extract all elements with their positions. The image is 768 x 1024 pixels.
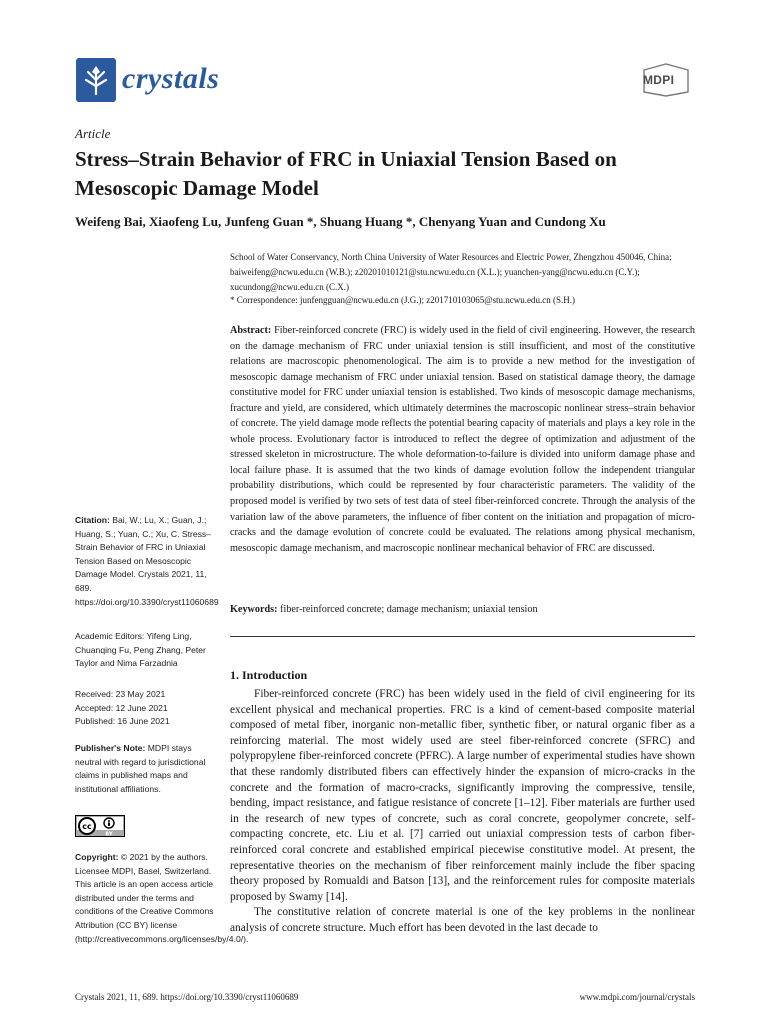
citation-block [75, 514, 219, 609]
academic-editors: Academic Editors: Yifeng Ling, Chuanqing Fu, Peng Zhang, Peter Taylor and Nima Farzadnia [75, 631, 206, 669]
published-date: Published: 16 June 2021 [75, 716, 170, 727]
copyright-block [75, 851, 249, 946]
section-heading: 1. Introduction [230, 668, 308, 682]
dates-block [75, 688, 215, 729]
received-date: Received: 23 May 2021 [75, 689, 166, 699]
citation-label: Citation: [75, 515, 110, 525]
keywords-text: fiber-reinforced concrete; damage mechanism; uniaxial tension [280, 604, 538, 615]
svg-text:cc: cc [82, 822, 92, 831]
copyright-label: Copyright: [75, 852, 119, 862]
abstract [230, 323, 695, 556]
author-list: Weifeng Bai, Xiaofeng Lu, Junfeng Guan *, Shuang Huang *, Chenyang Yuan and Cundong Xu [75, 214, 606, 229]
cc-badge-text: BY [105, 831, 113, 837]
paragraph: The constitutive relation of concrete material is one of the key problems in the nonlinear analysis of concrete structure. Much effort has been devoted in the last decade to [230, 906, 695, 934]
crystals-logo-icon [76, 58, 116, 102]
correspondence: * Correspondence: junfengguan@ncwu.edu.cn (J.G.); z201710103065@stu.ncwu.edu.cn (S.H.) [230, 295, 576, 305]
article-type: Article [75, 126, 111, 141]
keywords [230, 604, 695, 615]
abstract-label: Abstract: [230, 325, 272, 336]
publisher-note-text: MDPI stays neutral with regard to jurisdictional claims in published maps and institutional affiliations. [75, 743, 206, 794]
footer-citation[interactable]: Crystals 2021, 11, 689. https://doi.org/10.3390/cryst11060689 [75, 992, 299, 1002]
cc-by-license-icon[interactable] [75, 815, 125, 837]
journal-name: crystals [122, 62, 220, 95]
keywords-label: Keywords: [230, 604, 278, 615]
divider [230, 636, 695, 637]
article-title: Stress–Strain Behavior of FRC in Uniaxial Tension Based on Mesoscopic Damage Model [75, 147, 617, 200]
footer-journal-url[interactable]: www.mdpi.com/journal/crystals [579, 992, 695, 1002]
publisher-note-label: Publisher's Note: [75, 743, 146, 753]
body-text [230, 687, 695, 937]
abstract-text: Fiber-reinforced concrete (FRC) is widely used in the field of civil engineering. However, the research on the damage mechanism of FRC under uniaxial tension is still insufficient, and most of the constitutive relations are macroscopic phenomenological. The aim is to provide a new method for the investigation of mesoscopic damage mechanism of FRC under uniaxial tension. Based on statistical damage theory, the damage constitutive model for FRC under uniaxial tension is established. Two kinds of mesoscopic damage mechanisms, fracture and yield, are considered, which ultimately determines the macroscopic nonlinear stress–strain behavior of concrete. The yield damage mode reflects the potential bearing capacity of materials and plays a key role in the whole process. Evolutionary factor is introduced to reflect the degree of optimization and adjustment of the stressed skeleton in microstructure. The whole deformation-to-failure is divided into uniform damage phase and local failure phase. It is assumed that the two kinds of damage evolution follow the independent triangular probability distributions, which could be represented by four characteristic parameters. The validity of the proposed model is verified by two sets of test data of steel fiber-reinforced concrete. Through the analysis of the variation law of the above parameters, the influence of fiber content on the initiation and propagation of micro-cracks and the damage evolution of concrete could be evaluated. The relations among physical mechanism, mesoscopic damage mechanism, and macroscopic nonlinear mechanical behavior of FRC are discussed. [230, 325, 696, 554]
publisher-name: MDPI [643, 73, 675, 87]
accepted-date: Accepted: 12 June 2021 [75, 702, 168, 713]
citation-text[interactable]: Bai, W.; Lu, X.; Guan, J.; Huang, S.; Yuan, C.; Xu, C. Stress–Strain Behavior of FRC in Uniaxial Tension Based on Mesoscopic Damage Model. Crystals 2021, 11, 689. https://doi.org/10.3390/cryst11060689 [75, 515, 219, 607]
copyright-text: © 2021 by the authors. Licensee MDPI, Basel, Switzerland. This article is an open access article distributed under the terms and conditions of the Creative Commons Attribution (CC BY) license (http://creativecommons.org/licenses/by/4.0/). [75, 852, 249, 944]
publisher-note [75, 742, 215, 796]
affiliation: School of Water Conservancy, North China University of Water Resources and Electric Power, Zhengzhou 450046, China; baiweifeng@ncwu.edu.cn (W.B.); z20201010121@stu.ncwu.edu.cn (X.L.); yuanchen-yang@ncwu.edu.cn (C.Y.); xucundong@ncwu.edu.cn (C.X.) [230, 252, 672, 292]
paragraph: Fiber-reinforced concrete (FRC) has been widely used in the field of civil engineering for its excellent physical and mechanical properties. FRC is a kind of cement-based composite material composed of metal fiber, inorganic non-metallic fiber, synthetic fiber, or natural organic fiber as a reinforcing material. The most widely used are steel fiber-reinforced concrete (SFRC) and polypropylene fiber-reinforced concrete (PFRC). A large number of experimental studies have shown that these randomly distributed fibers can effectively hinder the expansion of micro-cracks in the concrete and the formation of macro-cracks, significantly improving the compressive, tensile, bending, impact resistance, and fatigue resistance of concrete [1–12]. Fiber materials are further used in the research of new types of concrete, such as coral concrete, geopolymer concrete, self-compacting concrete, etc. Liu et al. [7] carried out uniaxial compression tests of carbon fiber-reinforced coral concrete and established empirical piecewise constitutive model. At present, the representative theories on the mechanism of fiber reinforcement mainly include the fiber spacing theory proposed by Romualdi and Batson [13], and the reinforcement rules for composite materials proposed by Swamy [14]. [230, 688, 695, 903]
